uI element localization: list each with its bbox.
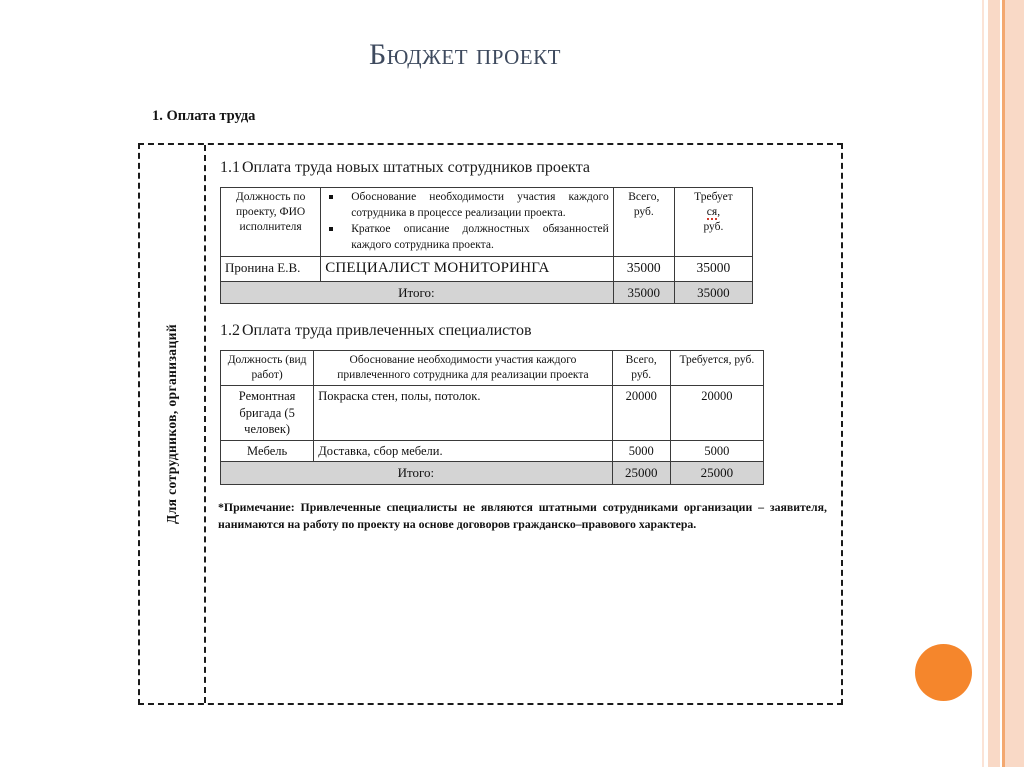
total-label: Итого:: [221, 462, 613, 484]
stripe-thin-light: [982, 0, 984, 767]
total-value: 25000: [612, 462, 670, 484]
subsection-1-number: 1.1: [220, 159, 240, 176]
stripe-peach-outer: [1005, 0, 1024, 767]
header-required-part3: руб.: [703, 221, 724, 234]
header-cell-total: Всего, руб.: [613, 188, 674, 257]
table-total-row: [221, 281, 753, 303]
table-row: [221, 386, 764, 441]
subsection-1-title: Оплата труда новых штатных сотрудников проекта: [242, 159, 591, 176]
table-staff-salaries: [220, 187, 753, 304]
header-cell-required: Требуется, руб.: [670, 351, 763, 386]
side-label-column: [140, 145, 204, 703]
header-cell-justification: Обоснование необходимости участия каждого привлеченного сотрудника для реализации проекта: [314, 351, 612, 386]
justification-bullet: Обоснование необходимости участия каждого сотрудника в процессе реализации проекта.: [325, 190, 609, 221]
cell-total: 20000: [612, 386, 670, 441]
cell-required: 5000: [670, 440, 763, 462]
total-value: 35000: [613, 281, 674, 303]
header-cell-position: Должность по проекту, ФИО исполнителя: [221, 188, 321, 257]
subsection-1-heading: [220, 159, 831, 177]
header-cell-position: Должность (вид работ): [221, 351, 314, 386]
footnote-text: *Примечание: Привлеченные специалисты не являются штатными сотрудниками организации – заявителя, нанимаются на работу по проекту на основе договоров гражданско–правового характера.: [218, 499, 827, 531]
cell-required: 20000: [670, 386, 763, 441]
stripe-peach-inner: [988, 0, 1000, 767]
subsection-2-number: 1.2: [220, 322, 240, 340]
cell-total: 35000: [613, 257, 674, 282]
cell-total: 5000: [612, 440, 670, 462]
table-header-row: [221, 188, 753, 257]
header-required-part1: Требует: [694, 191, 733, 203]
orange-circle-decoration: [915, 644, 972, 701]
justification-bullet: Краткое описание должностных обязанностей каждого сотрудника проекта.: [325, 222, 609, 253]
cell-required: 35000: [674, 257, 752, 282]
frame-content: [206, 145, 841, 703]
cell-description: Покраска стен, полы, потолок.: [314, 386, 612, 441]
justification-bullet-list: [325, 190, 609, 253]
side-label-text: Для сотрудников, организаций: [164, 324, 179, 524]
subsection-2-title: Оплата труда привлеченных специалистов: [242, 322, 532, 340]
table-contractor-salaries: [220, 350, 764, 485]
header-cell-total: Всего, руб.: [612, 351, 670, 386]
table-header-row: [221, 351, 764, 386]
dashed-content-frame: [138, 143, 843, 705]
total-required: 35000: [674, 281, 752, 303]
cell-position: Пронина Е.В.: [221, 257, 321, 282]
total-label: Итого:: [221, 281, 614, 303]
decorative-stripes: [978, 0, 1024, 767]
table-row: [221, 257, 753, 282]
subsection-2-heading: [220, 322, 831, 340]
section-heading: 1. Оплата труда: [152, 108, 256, 124]
cell-description: СПЕЦИАЛИСТ МОНИТОРИНГА: [321, 257, 614, 282]
header-cell-justification: [321, 188, 614, 257]
header-cell-required: Требует ся, руб.: [674, 188, 752, 257]
header-required-part2: ся: [706, 206, 718, 219]
table-row: [221, 440, 764, 462]
cell-position: Ремонтная бригада (5 человек): [221, 386, 314, 441]
total-required: 25000: [670, 462, 763, 484]
page-title: Бюджет проект: [369, 38, 561, 71]
table-total-row: [221, 462, 764, 484]
cell-description: Доставка, сбор мебели.: [314, 440, 612, 462]
cell-position: Мебель: [221, 440, 314, 462]
